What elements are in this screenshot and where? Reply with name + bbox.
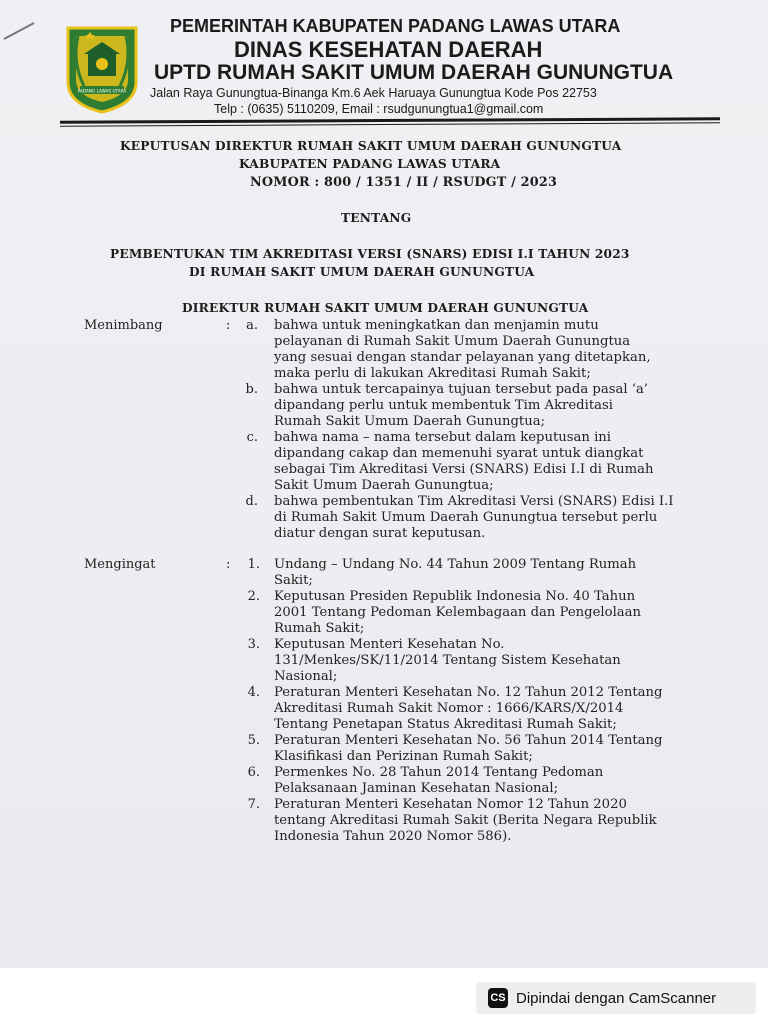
decree-tentang: TENTANG	[341, 211, 412, 225]
mengingat-marker-3: 3.	[247, 637, 260, 652]
mengingat-marker-6: 6.	[247, 765, 260, 780]
letterhead-contact: Telp : (0635) 5110209, Email : rsudgunungtua1@gmail.com	[214, 102, 544, 116]
camscanner-logo-icon: CS	[488, 988, 508, 1008]
decree-subject-line1: PEMBENTUKAN TIM AKREDITASI VERSI (SNARS) EDISI I.I TAHUN 2023	[110, 247, 630, 261]
mengingat-item-2: Keputusan Presiden Republik Indonesia No. 40 Tahun 2001 Tentang Pedoman Kelembagaan dan Pengelolaan Rumah Sakit;	[274, 589, 642, 636]
mengingat-colon: :	[226, 557, 231, 572]
mengingat-item-3: Keputusan Menteri Kesehatan No. 131/Menkes/SK/11/2014 Tentang Sistem Kesehatan Nasional;	[274, 637, 621, 684]
decree-subject-line2: DI RUMAH SAKIT UMUM DAERAH GUNUNGTUA	[189, 265, 535, 279]
menimbang-marker-b: b.	[245, 382, 258, 397]
decree-issuer: DIREKTUR RUMAH SAKIT UMUM DAERAH GUNUNGTUA	[182, 301, 589, 315]
menimbang-marker-d: d.	[245, 494, 258, 509]
letterhead-government: PEMERINTAH KABUPATEN PADANG LAWAS UTARA	[170, 16, 621, 36]
mengingat-marker-7: 7.	[247, 797, 260, 812]
mengingat-item-4: Peraturan Menteri Kesehatan No. 12 Tahun 2012 Tentang Akreditasi Rumah Sakit Nomor : 1666/KARS/X/2014 Tentang Penetapan Status Akreditasi Rumah Sakit;	[274, 685, 663, 732]
decree-regency: KABUPATEN PADANG LAWAS UTARA	[239, 157, 501, 171]
mengingat-marker-5: 5.	[247, 733, 260, 748]
emblem-caption: PADANG LAWAS UTARA	[77, 88, 127, 94]
menimbang-item-b: bahwa untuk tercapainya tujuan tersebut pada pasal ‘a’ dipandang perlu untuk membentuk Tim Akreditasi Rumah Sakit Umum Daerah Gunungtua;	[274, 382, 648, 429]
menimbang-item-a: bahwa untuk meningkatkan dan menjamin mutu pelayanan di Rumah Sakit Umum Daerah Gunungtua yang sesuai dengan standar pelayanan yang ditetapkan, maka perlu di lakukan Akreditasi Rumah Sakit;	[274, 318, 651, 381]
mengingat-item-5: Peraturan Menteri Kesehatan No. 56 Tahun 2014 Tentang Klasifikasi dan Perizinan Rumah Sakit;	[274, 733, 663, 764]
pen-mark	[4, 22, 35, 40]
regency-emblem-icon	[62, 22, 142, 114]
mengingat-item-7: Peraturan Menteri Kesehatan Nomor 12 Tahun 2020 tentang Akreditasi Rumah Sakit (Berita Negara Republik Indonesia Tahun 2020 Nomor 586).	[274, 797, 657, 844]
menimbang-item-d: bahwa pembentukan Tim Akreditasi Versi (SNARS) Edisi I.I di Rumah Sakit Umum Daerah Gunungtua tersebut perlu diatur dengan surat keputusan.	[274, 494, 674, 541]
letterhead-hospital: UPTD RUMAH SAKIT UMUM DAERAH GUNUNGTUA	[154, 61, 674, 84]
menimbang-label: Menimbang	[84, 318, 163, 333]
mengingat-marker-4: 4.	[247, 685, 260, 700]
menimbang-colon: :	[226, 318, 231, 333]
mengingat-marker-2: 2.	[247, 589, 260, 604]
mengingat-item-6: Permenkes No. 28 Tahun 2014 Tentang Pedoman Pelaksanaan Jaminan Kesehatan Nasional;	[274, 765, 604, 796]
menimbang-marker-c: c.	[246, 430, 258, 445]
decree-number: NOMOR : 800 / 1351 / II / RSUDGT / 2023	[250, 175, 558, 190]
menimbang-marker-a: a.	[246, 318, 258, 333]
camscanner-label: Dipindai dengan CamScanner	[516, 989, 717, 1007]
decree-title: KEPUTUSAN DIREKTUR RUMAH SAKIT UMUM DAERAH GUNUNGTUA	[120, 139, 622, 153]
mengingat-item-1: Undang – Undang No. 44 Tahun 2009 Tentang Rumah Sakit;	[274, 557, 637, 588]
letterhead-address: Jalan Raya Gunungtua-Binanga Km.6 Aek Haruaya Gunungtua Kode Pos 22753	[150, 86, 597, 100]
camscanner-watermark	[476, 982, 756, 1014]
letterhead-agency: DINAS KESEHATAN DAERAH	[234, 37, 543, 62]
mengingat-marker-1: 1.	[247, 557, 260, 572]
mengingat-label: Mengingat	[84, 557, 156, 572]
menimbang-item-c: bahwa nama – nama tersebut dalam keputusan ini dipandang cakap dan memenuhi syarat untuk diangkat sebagai Tim Akreditasi Versi (SNARS) Edisi I.I di Rumah Sakit Umum Daerah Gunungtua;	[274, 430, 654, 493]
